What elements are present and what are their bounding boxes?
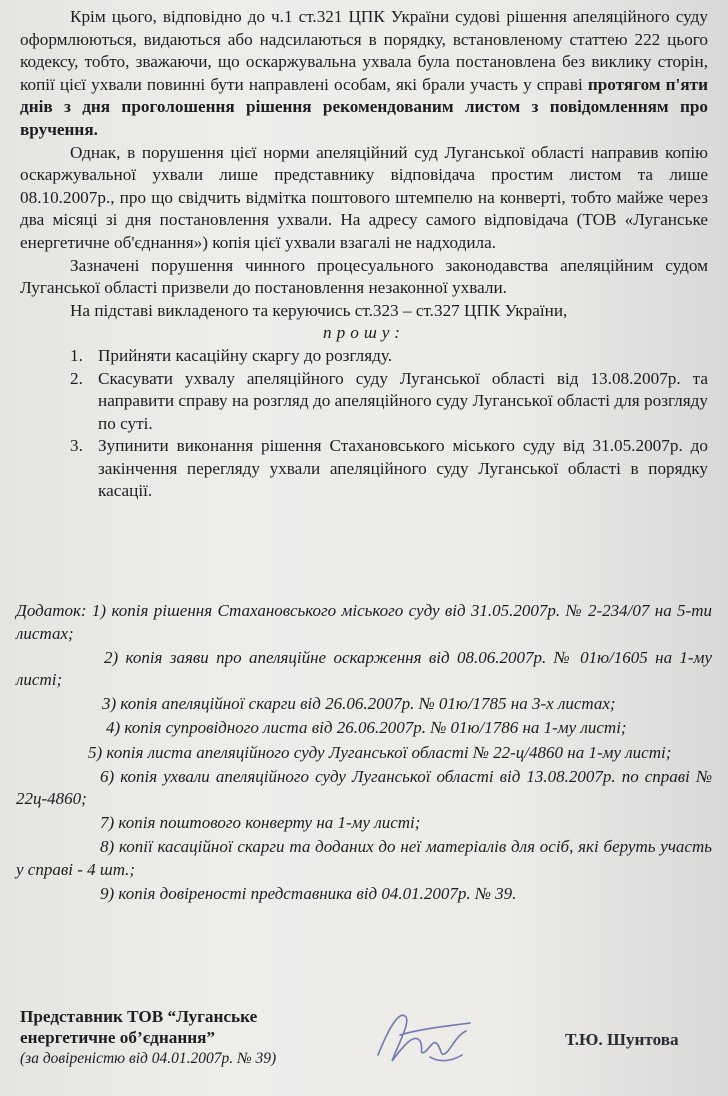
attachment-item: 4) копія супровідного листа від 26.06.2007р. № 01ю/1786 на 1-му листі;	[106, 718, 627, 738]
paragraph-basis: На підставі викладеного та керуючись ст.323 – ст.327 ЦПК України,	[70, 300, 568, 320]
list-item	[70, 345, 708, 368]
paragraph-consequence: Зазначені порушення чинного процесуального законодавства апеляційним судом Луганської області призвели до постановлення незаконної ухвали.	[20, 255, 708, 298]
paragraph-postal-rules	[20, 6, 708, 142]
representative-title-line: енергетичне об’єднання”	[20, 1028, 216, 1047]
power-of-attorney-note: (за довіреністю від 04.01.2007р. № 39)	[20, 1050, 277, 1067]
list-text: Прийняти касаційну скаргу до розгляду.	[98, 345, 393, 365]
list-number: 3.	[70, 436, 83, 456]
attachment-item: 5) копія листа апеляційного суду Луганської області № 22-ц/4860 на 1-му листі;	[88, 742, 672, 762]
attachment-item: 8) копії касаційної скарги та доданих до неї матеріалів для осіб, які беруть участь у справі - 4 шт.;	[16, 837, 712, 880]
attachment-item: 3) копія апеляційної скарги від 26.06.2007р. № 01ю/1785 на 3-х листах;	[102, 694, 616, 714]
attachments-section	[16, 600, 712, 907]
handwritten-signature	[370, 1005, 480, 1075]
request-list	[20, 345, 708, 503]
paragraph-text: Крім цього, відповідно до ч.1 ст.321 ЦПК України судові рішення апеляційного суду оформлюються, видаються або надсилаються в порядку, встановленому статтею 222 цього кодексу, тобто, зважаючи, що оскаржувальна ухвала була постановлена без виклику сторін, копії цієї ухвали повинні бути направлені особам, які брали участь у справі	[20, 7, 708, 94]
attachment-item: 6) копія ухвали апеляційного суду Луганської області від 13.08.2007р. по справі № 22ц-4860;	[16, 766, 712, 809]
list-text: Зупинити виконання рішення Стахановського міського суду від 31.05.2007р. до закінчення перегляду ухвали апеляційного суду Луганської області в порядку касації.	[98, 436, 708, 501]
signer-name: Т.Ю. Шунтова	[565, 1030, 679, 1049]
paragraph-violation: Однак, в порушення цієї норми апеляційний суд Луганської області направив копію оскаржувальної ухвали лише представнику відповідача простим листом та лише 08.10.2007р., про що свідчить відмітка поштового штемпелю на конверті, тобто майже через два місяці зі дня постановлення ухвали. На адресу самого відповідача (ТОВ «Луганське енергетичне об'єднання») копія цієї ухвали взагалі не надходила.	[20, 142, 708, 252]
list-number: 2.	[70, 368, 83, 388]
attachment-item: 9) копія довіреності представника від 04.01.2007р. № 39.	[100, 884, 517, 904]
list-item	[70, 435, 708, 503]
attachment-item: Додаток: 1) копія рішення Стахановського міського суду від 31.05.2007р. № 2-234/07 на 5-ти листах;	[16, 601, 712, 643]
representative-title-line: Представник ТОВ “Луганське	[20, 1007, 258, 1026]
document-body	[20, 6, 708, 503]
list-item	[70, 368, 708, 436]
attachment-item: 7) копія поштового конверту на 1-му листі;	[100, 813, 421, 833]
bold-emphasis: протягом п'яти днів з дня проголошення рішення рекомендованим листом з повідомленням про вручення.	[20, 74, 708, 139]
list-text: Скасувати ухвалу апеляційного суду Луганської області від 13.08.2007р. та направити справу на розгляд до апеляційного суду Луганської області для розгляду по суті.	[98, 368, 708, 433]
list-number: 1.	[70, 345, 83, 365]
attachment-item: 2) копія заяви про апеляційне оскарження від 08.06.2007р. № 01ю/1605 на 1-му листі;	[16, 647, 712, 690]
request-heading: прошу:	[323, 323, 405, 343]
representative-block	[20, 1006, 330, 1069]
